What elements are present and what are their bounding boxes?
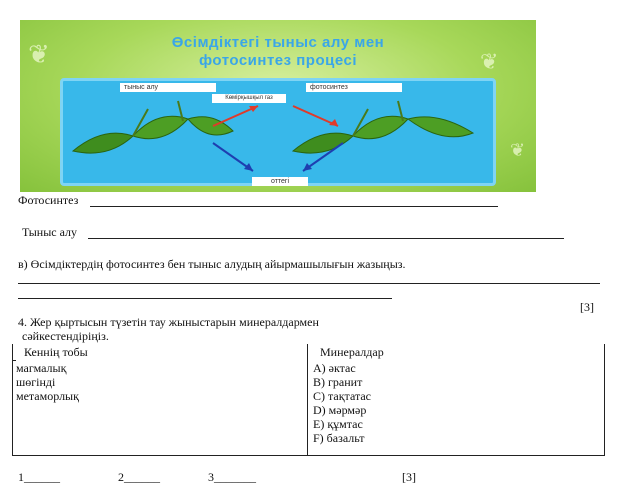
score-b: [3] <box>580 300 594 314</box>
butterfly-icon: ❦ <box>28 40 50 70</box>
matching-table <box>12 344 606 456</box>
photosynthesis-illustration <box>20 20 536 192</box>
table-header-rock-group: Кеннің тобы <box>24 345 88 359</box>
label-respiration: тыныс алу <box>120 83 216 92</box>
illustration-title-line1: Өсімдіктегі тыныс алу мен <box>171 34 385 51</box>
label-oxygen: оттегі <box>252 177 308 186</box>
label-co2: Көмірқышқыл газ <box>212 94 286 103</box>
table-divider <box>307 344 308 456</box>
task-b-answer-line-1[interactable] <box>18 283 600 284</box>
label-photosynthesis: фотосинтез <box>306 83 402 92</box>
respiration-answer-line[interactable] <box>88 238 564 239</box>
answer-1[interactable]: 1______ <box>18 470 60 484</box>
score-4: [3] <box>402 470 416 484</box>
mineral-item: D) мәрмәр <box>313 403 367 417</box>
photosynthesis-label: Фотосинтез <box>18 193 79 207</box>
illustration-title-line2: фотосинтез процесі <box>198 52 358 69</box>
illustration-title <box>20 34 536 70</box>
table-border-right <box>604 344 605 456</box>
mineral-item: F) базальт <box>313 431 365 445</box>
mineral-item: А) әктас <box>313 361 356 375</box>
photosynthesis-answer-line[interactable] <box>90 206 498 207</box>
mineral-item: Е) құмтас <box>313 417 363 431</box>
task-b-answer-line-2[interactable] <box>18 298 392 299</box>
task4-text-line1: 4. Жер қыртысын түзетін тау жыныстарын минералдармен <box>18 315 319 329</box>
task-b-text: в) Өсімдіктердің фотосинтез бен тыныс алудың айырмашылығын жазыңыз. <box>18 257 406 271</box>
rock-group-item: магмалық <box>16 361 67 375</box>
mineral-item: С) тақтатас <box>313 389 371 403</box>
table-border-bottom <box>12 455 605 456</box>
butterfly-icon: ❦ <box>510 140 526 161</box>
respiration-label: Тыныс алу <box>22 225 78 239</box>
rock-group-item: метаморлық <box>16 389 79 403</box>
answer-2[interactable]: 2______ <box>118 470 160 484</box>
rock-group-item: шөгінді <box>16 375 56 389</box>
table-header-minerals: Минералдар <box>320 345 384 359</box>
butterfly-icon: ❦ <box>480 50 499 75</box>
answer-3[interactable]: 3_______ <box>208 470 256 484</box>
mineral-item: В) гранит <box>313 375 363 389</box>
task4-text-line2: сәйкестендіріңіз. <box>22 329 109 343</box>
